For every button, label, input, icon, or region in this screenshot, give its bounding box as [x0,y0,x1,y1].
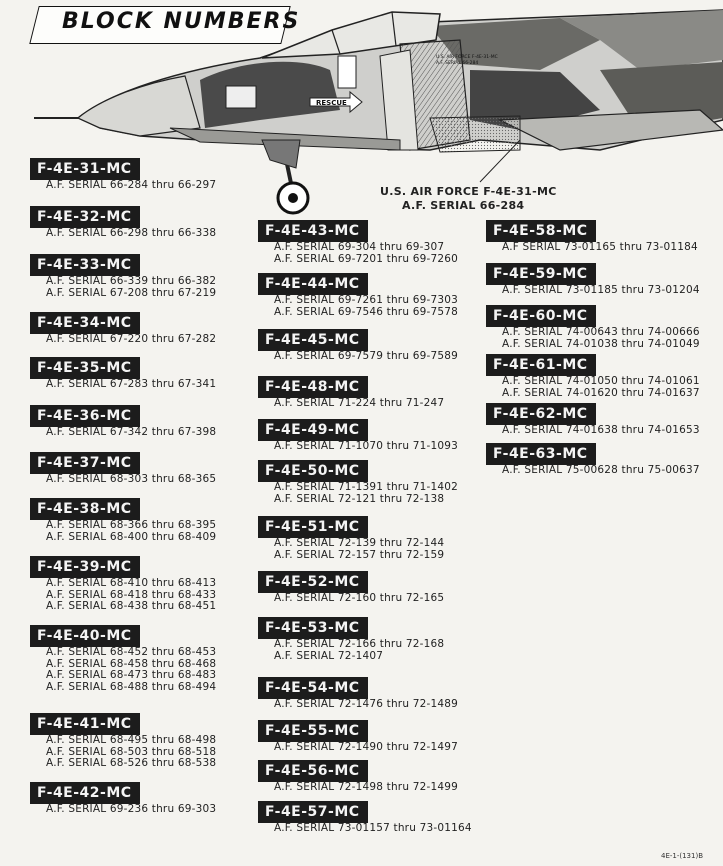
rescue-label: RESCUE [316,99,347,107]
block-entry [258,760,458,794]
serial-range: A.F. SERIAL 72-121 thru 72-138 [274,492,445,505]
block-number-label: F-4E-51-MC [258,516,368,538]
block-number-label: F-4E-54-MC [258,677,368,699]
block-entry [258,617,444,662]
block-entry [30,206,216,240]
block-entry [258,376,444,410]
serial-range: A.F. SERIAL 72-166 thru 72-168 [274,638,445,650]
serial-range: A.F. SERIAL 73-01185 thru 73-01204 [502,284,700,296]
serial-range: A.F. SERIAL 72-1407 [274,649,384,662]
block-number-label: F-4E-59-MC [486,263,596,285]
serial-range: A.F. SERIAL 72-1476 thru 72-1489 [274,698,458,710]
serial-range: A.F. SERIAL 74-01038 thru 74-01049 [502,337,700,350]
block-number-label: F-4E-39-MC [30,556,140,578]
tail-stencil-line-1: U.S. AIR FORCE F-4E-31-MC [436,55,498,60]
serial-range: A.F. SERIAL 68-495 thru 68-498 [46,734,217,746]
block-entry [30,625,216,693]
block-number-label: F-4E-35-MC [30,357,140,379]
block-entry [258,460,458,505]
block-entry [258,720,458,754]
block-number-label: F-4E-33-MC [30,254,140,276]
block-entry [30,452,216,486]
serial-range: A.F. SERIAL 72-1490 thru 72-1497 [274,741,458,753]
block-number-label: F-4E-57-MC [258,801,368,823]
block-number-label: F-4E-31-MC [30,158,140,180]
serial-range: A.F SERIAL 73-01165 thru 73-01184 [502,241,698,253]
block-number-label: F-4E-61-MC [486,354,596,376]
block-entry [486,220,698,254]
serial-range: A.F. SERIAL 68-503 thru 68-518 [46,745,217,758]
serial-range: A.F. SERIAL 68-418 thru 68-433 [46,588,217,601]
block-entry [258,571,444,605]
block-number-label: F-4E-55-MC [258,720,368,742]
serial-range: A.F. SERIAL 74-01050 thru 74-01061 [502,375,700,387]
block-entry [30,556,216,613]
serial-range: A.F. SERIAL 68-400 thru 68-409 [46,530,217,543]
serial-range: A.F. SERIAL 68-366 thru 68-395 [46,519,217,531]
serial-range: A.F. SERIAL 74-00643 thru 74-00666 [502,326,700,338]
block-number-label: F-4E-63-MC [486,443,596,465]
block-entry [258,419,458,453]
block-entry [30,312,216,346]
serial-range: A.F. SERIAL 68-452 thru 68-453 [46,646,217,658]
block-number-label: F-4E-56-MC [258,760,368,782]
serial-range: A.F. SERIAL 68-488 thru 68-494 [46,680,217,693]
serial-range: A.F. SERIAL 71-224 thru 71-247 [274,397,445,409]
serial-range: A.F. SERIAL 71-1391 thru 71-1402 [274,481,458,493]
serial-range: A.F. SERIAL 72-160 thru 72-165 [274,592,445,604]
block-entry [30,498,216,543]
block-number-label: F-4E-58-MC [486,220,596,242]
serial-range: A.F. SERIAL 74-01638 thru 74-01653 [502,424,700,436]
block-number-label: F-4E-36-MC [30,405,140,427]
block-number-label: F-4E-50-MC [258,460,368,482]
serial-range: A.F. SERIAL 69-304 thru 69-307 [274,241,445,253]
serial-range: A.F. SERIAL 66-339 thru 66-382 [46,275,217,287]
block-number-label: F-4E-34-MC [30,312,140,334]
block-entry [30,158,216,192]
serial-range: A.F. SERIAL 72-157 thru 72-159 [274,548,445,561]
block-entry [30,405,216,439]
aircraft-caption-line-2: A.F. SERIAL 66-284 [402,199,525,212]
serial-range: A.F. SERIAL 69-7201 thru 69-7260 [274,252,458,265]
serial-range: A.F. SERIAL 68-410 thru 68-413 [46,577,217,589]
serial-range: A.F. SERIAL 67-283 thru 67-341 [46,378,217,390]
block-entry [30,357,216,391]
block-number-label: F-4E-38-MC [30,498,140,520]
serial-range: A.F. SERIAL 69-7579 thru 69-7589 [274,350,458,362]
block-entry [258,273,458,318]
block-number-label: F-4E-49-MC [258,419,368,441]
block-number-label: F-4E-60-MC [486,305,596,327]
block-entry [486,443,700,477]
block-entry [258,801,472,835]
block-entry [30,254,216,299]
serial-range: A.F. SERIAL 68-526 thru 68-538 [46,757,217,769]
serial-range: A.F. SERIAL 67-342 thru 67-398 [46,426,217,438]
block-entry [30,782,216,816]
block-number-label: F-4E-37-MC [30,452,140,474]
serial-range: A.F. SERIAL 68-438 thru 68-451 [46,600,217,612]
serial-range: A.F. SERIAL 69-236 thru 69-303 [46,803,217,815]
block-entry [258,220,458,265]
block-entry [486,403,700,437]
block-entry [258,516,444,561]
block-number-label: F-4E-45-MC [258,329,368,351]
serial-range: A.F. SERIAL 69-7261 thru 69-7303 [274,294,458,306]
block-entry [258,329,458,363]
block-number-label: F-4E-40-MC [30,625,140,647]
block-entry [486,263,700,297]
block-number-label: F-4E-62-MC [486,403,596,425]
serial-range: A.F. SERIAL 67-208 thru 67-219 [46,286,217,299]
serial-range: A.F. SERIAL 66-284 thru 66-297 [46,179,217,191]
block-number-label: F-4E-44-MC [258,273,368,295]
serial-range: A.F. SERIAL 66-298 thru 66-338 [46,227,217,239]
block-entry [258,677,458,711]
serial-range: A.F. SERIAL 74-01620 thru 74-01637 [502,386,700,399]
serial-range: A.F. SERIAL 73-01157 thru 73-01164 [274,822,472,834]
serial-range: A.F. SERIAL 68-303 thru 68-365 [46,473,217,485]
block-number-label: F-4E-48-MC [258,376,368,398]
tail-stencil-line-2: A.F. SERIAL 66-284 [436,61,479,66]
aircraft-caption-line-1: U.S. AIR FORCE F-4E-31-MC [380,185,557,198]
block-number-label: F-4E-42-MC [30,782,140,804]
serial-range: A.F. SERIAL 68-473 thru 68-483 [46,669,217,681]
serial-range: A.F. SERIAL 72-139 thru 72-144 [274,537,445,549]
serial-range: A.F. SERIAL 72-1498 thru 72-1499 [274,781,458,793]
block-number-label: F-4E-52-MC [258,571,368,593]
serial-range: A.F. SERIAL 75-00628 thru 75-00637 [502,464,700,476]
figure-reference: 4E-1-(131)B [660,852,703,860]
block-number-label: F-4E-32-MC [30,206,140,228]
serial-range: A.F. SERIAL 71-1070 thru 71-1093 [274,440,458,452]
serial-range: A.F. SERIAL 69-7546 thru 69-7578 [274,305,458,318]
block-number-label: F-4E-41-MC [30,713,140,735]
serial-range: A.F. SERIAL 67-220 thru 67-282 [46,333,217,345]
serial-range: A.F. SERIAL 68-458 thru 68-468 [46,657,217,670]
block-number-label: F-4E-43-MC [258,220,368,242]
block-entry [486,305,700,350]
page-title: BLOCK NUMBERS [62,9,301,34]
block-entry [30,713,216,770]
block-entry [486,354,700,399]
block-number-label: F-4E-53-MC [258,617,368,639]
